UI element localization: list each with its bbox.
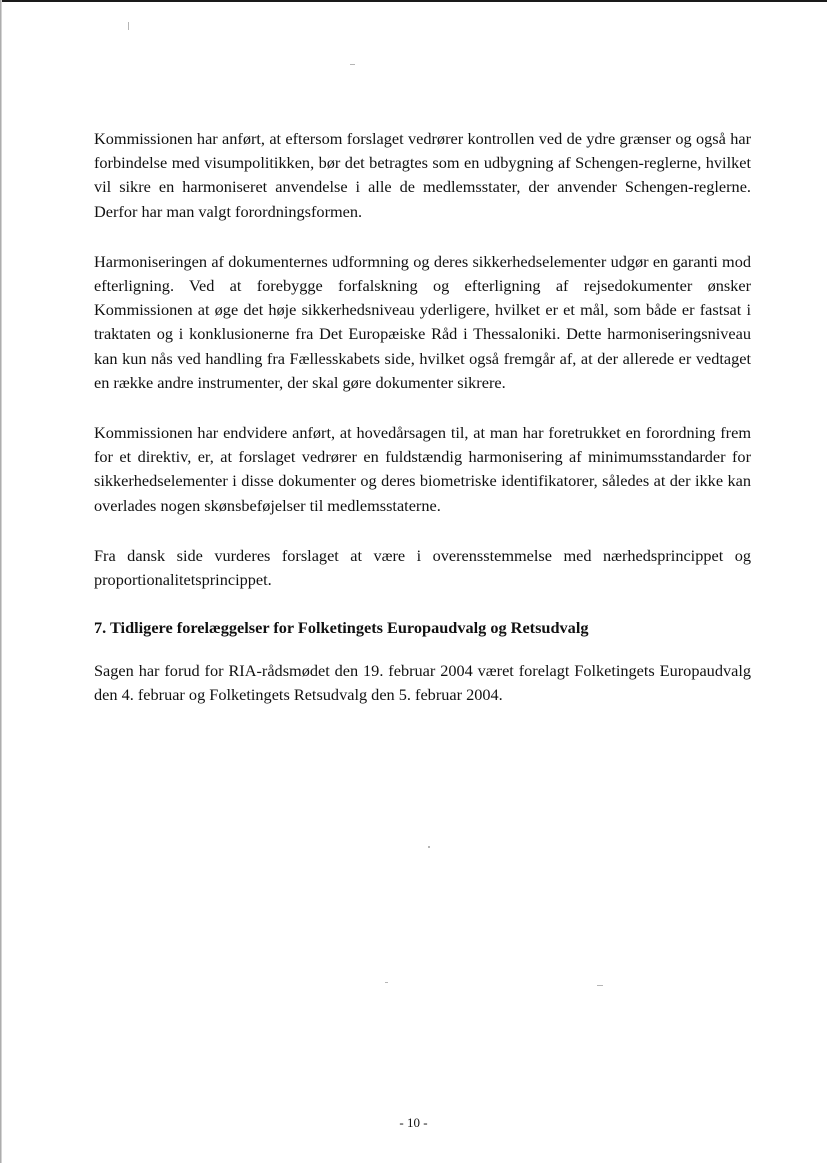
scan-speck — [597, 985, 603, 986]
paragraph-danish-assessment: Fra dansk side vurderes forslaget at være i overensstemmelse med nærhedsprincippet og proportionalitetsprincippet. — [94, 545, 751, 590]
document-body — [94, 127, 751, 734]
scan-speck — [385, 982, 388, 983]
paragraph-main-reason: Kommissionen har endvidere anført, at hovedårsagen til, at man har foretrukket en forordning frem for et direktiv, er, at forslaget vedrører en fuldstændig harmonisering af minimumsstandarder for sikkerhedselementer i disse dokumenter og deres biometriske identifikatorer, således at der ikke kan overlades nogen skønsbeføjelser til medlemsstaterne. — [94, 423, 751, 515]
page-number: - 10 - — [399, 1115, 428, 1130]
scan-speck — [128, 22, 129, 30]
paragraph-harmonisation: Harmoniseringen af dokumenternes udformning og deres sikkerhedselementer udgør en garanti mod efterligning. Ved at forebygge forfalskning og efterligning af rejsedokumenter ønsker Kommissionen at øge det høje sikkerhedsniveau yderligere, hvilket er et mål, som både er fastsat i traktaten og i konklusionerne fra Det Europæiske Råd i Thessaloniki. Dette harmoniseringsniveau kan kun nås ved handling fra Fællesskabets side, hvilket også fremgår af, at der allerede er vedtaget en række andre instrumenter, der skal gøre dokumenter sikrere. — [94, 251, 751, 392]
paragraph-previous-submissions: Sagen har forud for RIA-rådsmødet den 19. februar 2004 været forelagt Folketingets Europaudvalg den 4. februar og Folketingets Retsudvalg den 5. februar 2004. — [94, 661, 751, 705]
section-heading: 7. Tidligere forelæggelser for Folketingets Europaudvalg og Retsudvalg — [94, 618, 589, 638]
scan-speck — [350, 64, 355, 65]
scan-speck — [428, 846, 430, 848]
paragraph-regulation-form: Kommissionen har anført, at eftersom forslaget vedrører kontrollen ved de ydre grænser og også har forbindelse med visumpolitikken, bør det betragtes som en udbygning af Schengen-reglerne, hvilket vil sikre en harmoniseret anvendelse i alle de medlemsstater, der anvender Schengen-reglerne. Derfor har man valgt forordningsformen. — [94, 129, 751, 221]
page-top-border — [0, 0, 827, 2]
page-left-shadow — [0, 0, 2, 1163]
